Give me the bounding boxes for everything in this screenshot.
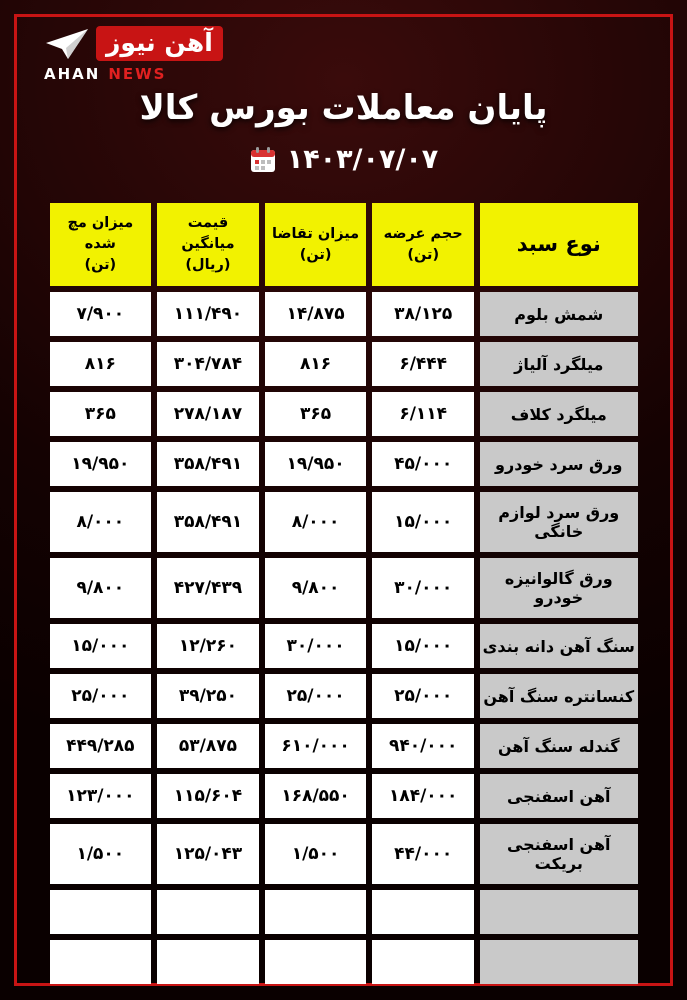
- cell-avg-price: ۳۵۸/۴۹۱: [157, 492, 259, 552]
- col-header-supply-line2: (تن): [407, 246, 440, 263]
- col-header-demand-line1: میزان تقاضا: [272, 225, 360, 242]
- page-title: پایان معاملات بورس کالا: [139, 88, 548, 128]
- cell-matched: ۱۲۳/۰۰۰: [50, 774, 152, 818]
- report-date: ۱۴۰۳/۰۷/۰۷: [286, 144, 439, 175]
- cell-supply: ۹۴۰/۰۰۰: [372, 724, 474, 768]
- col-header-supply-line1: حجم عرضه: [383, 225, 463, 242]
- table-row: [50, 890, 638, 934]
- cell-demand: [265, 940, 367, 984]
- cell-matched: ۱۹/۹۵۰: [50, 442, 152, 486]
- table-header-row: [50, 203, 638, 286]
- cell-supply: ۴۴/۰۰۰: [372, 824, 474, 884]
- table-row: [50, 558, 638, 618]
- col-header-matched-line2: (تن): [84, 257, 117, 274]
- table-row: [50, 292, 638, 336]
- cell-avg-price: [157, 890, 259, 934]
- cell-basket: کنسانتره سنگ آهن: [480, 674, 637, 718]
- cell-basket: ورق گالوانیزه خودرو: [480, 558, 637, 618]
- cell-avg-price: ۵۳/۸۷۵: [157, 724, 259, 768]
- cell-demand: ۹/۸۰۰: [265, 558, 367, 618]
- cell-supply: ۱۵/۰۰۰: [372, 492, 474, 552]
- brand-latin-ahan: AHAN: [44, 65, 101, 83]
- cell-basket: سنگ آهن دانه بندی: [480, 624, 637, 668]
- table-row: [50, 774, 638, 818]
- col-header-matched-line1: میزان مچ شده: [67, 215, 134, 253]
- cell-supply: ۴۵/۰۰۰: [372, 442, 474, 486]
- paper-plane-icon: [44, 27, 90, 61]
- cell-avg-price: ۳۰۴/۷۸۴: [157, 342, 259, 386]
- cell-matched: ۸/۰۰۰: [50, 492, 152, 552]
- cell-avg-price: ۱۲۵/۰۴۳: [157, 824, 259, 884]
- cell-basket: آهن اسفنجی: [480, 774, 637, 818]
- logo-top-row: [44, 26, 234, 61]
- cell-avg-price: ۱۱۵/۶۰۴: [157, 774, 259, 818]
- table-row: [50, 492, 638, 552]
- cell-basket: شمش بلوم: [480, 292, 637, 336]
- cell-demand: ۱۶۸/۵۵۰: [265, 774, 367, 818]
- cell-basket: میلگرد کلاف: [480, 392, 637, 436]
- poster-content: [14, 14, 673, 986]
- date-bar: [36, 144, 651, 175]
- col-header-supply: [372, 203, 474, 286]
- cell-basket: [480, 890, 637, 934]
- table-row: [50, 724, 638, 768]
- brand-latin-news: NEWS: [108, 65, 167, 83]
- cell-matched: ۹/۸۰۰: [50, 558, 152, 618]
- cell-supply: ۲۵/۰۰۰: [372, 674, 474, 718]
- cell-avg-price: ۱۱۱/۴۹۰: [157, 292, 259, 336]
- cell-matched: ۴۴۹/۲۸۵: [50, 724, 152, 768]
- cell-basket: آهن اسفنجی بریکت: [480, 824, 637, 884]
- cell-matched: ۲۵/۰۰۰: [50, 674, 152, 718]
- table-row: [50, 392, 638, 436]
- cell-supply: [372, 940, 474, 984]
- logo-bottom-row: [44, 65, 232, 83]
- cell-matched: ۱۵/۰۰۰: [50, 624, 152, 668]
- cell-supply: ۶/۱۱۴: [372, 392, 474, 436]
- calendar-icon: [249, 146, 277, 174]
- col-header-matched: [50, 203, 152, 286]
- cell-demand: ۸/۰۰۰: [265, 492, 367, 552]
- cell-supply: ۱۵/۰۰۰: [372, 624, 474, 668]
- table-row: [50, 940, 638, 984]
- cell-demand: ۶۱۰/۰۰۰: [265, 724, 367, 768]
- cell-demand: ۲۵/۰۰۰: [265, 674, 367, 718]
- col-header-avg-price: [157, 203, 259, 286]
- cell-supply: ۶/۴۴۴: [372, 342, 474, 386]
- bourse-results-table: [44, 197, 644, 990]
- cell-matched: ۷/۹۰۰: [50, 292, 152, 336]
- table-row: [50, 674, 638, 718]
- cell-avg-price: ۲۷۸/۱۸۷: [157, 392, 259, 436]
- col-header-demand: [265, 203, 367, 286]
- table-body: [50, 292, 638, 984]
- col-header-basket: نوع سبد: [480, 203, 637, 286]
- cell-demand: ۱۹/۹۵۰: [265, 442, 367, 486]
- col-header-avg-price-line1: قیمت میانگین: [181, 215, 235, 253]
- cell-matched: [50, 940, 152, 984]
- cell-avg-price: ۱۲/۲۶۰: [157, 624, 259, 668]
- cell-demand: [265, 890, 367, 934]
- cell-basket: میلگرد آلیاژ: [480, 342, 637, 386]
- cell-demand: ۱۴/۸۷۵: [265, 292, 367, 336]
- cell-basket: ورق سرد لوازم خانگی: [480, 492, 637, 552]
- cell-basket: گندله سنگ آهن: [480, 724, 637, 768]
- cell-matched: ۸۱۶: [50, 342, 152, 386]
- cell-supply: [372, 890, 474, 934]
- col-header-avg-price-line2: (ریال): [185, 257, 231, 274]
- brand-logo: [44, 26, 234, 96]
- cell-avg-price: [157, 940, 259, 984]
- cell-supply: ۳۰/۰۰۰: [372, 558, 474, 618]
- cell-avg-price: ۳۵۸/۴۹۱: [157, 442, 259, 486]
- table-row: [50, 442, 638, 486]
- cell-basket: ورق سرد خودرو: [480, 442, 637, 486]
- cell-avg-price: ۴۲۷/۴۳۹: [157, 558, 259, 618]
- cell-avg-price: ۳۹/۲۵۰: [157, 674, 259, 718]
- cell-basket: [480, 940, 637, 984]
- cell-demand: ۱/۵۰۰: [265, 824, 367, 884]
- table-row: [50, 824, 638, 884]
- cell-supply: ۳۸/۱۲۵: [372, 292, 474, 336]
- cell-supply: ۱۸۴/۰۰۰: [372, 774, 474, 818]
- cell-matched: ۱/۵۰۰: [50, 824, 152, 884]
- brand-name-fa: آهن نیوز: [96, 26, 223, 61]
- col-header-demand-line2: (تن): [299, 246, 332, 263]
- cell-matched: ۳۶۵: [50, 392, 152, 436]
- table-row: [50, 342, 638, 386]
- cell-demand: ۳۶۵: [265, 392, 367, 436]
- table-row: [50, 624, 638, 668]
- cell-demand: ۸۱۶: [265, 342, 367, 386]
- cell-matched: [50, 890, 152, 934]
- cell-demand: ۳۰/۰۰۰: [265, 624, 367, 668]
